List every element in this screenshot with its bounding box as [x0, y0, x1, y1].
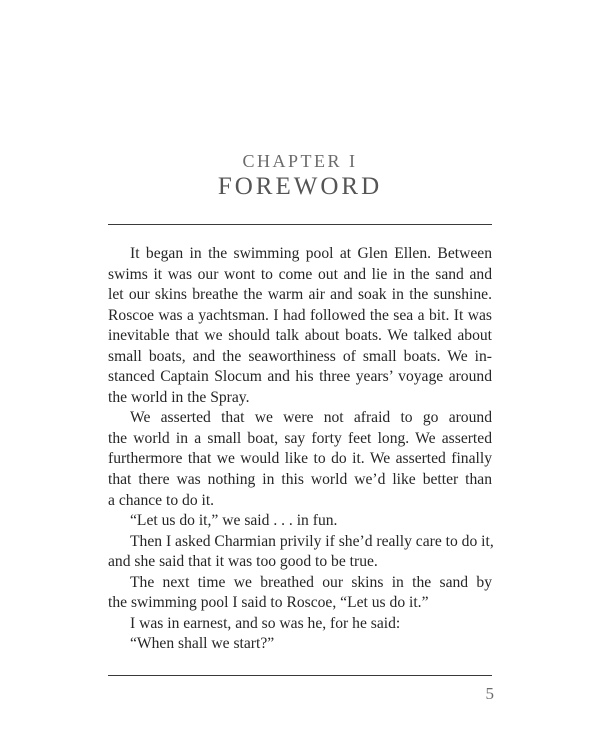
text-line: stanced Captain Slocum and his three years’ voyage around — [108, 368, 492, 386]
text-line: “When shall we start?” — [130, 635, 275, 653]
text-line: We asserted that we were not afraid to go around — [130, 409, 492, 427]
text-line: the world in the Spray. — [108, 388, 250, 406]
page-number: 5 — [485, 684, 494, 703]
text-line: “Let us do it,” we said . . . in fun. — [130, 512, 338, 530]
chapter-title: FOREWORD — [217, 173, 383, 200]
text-line: swims it was our wont to come out and lie in the sand and — [108, 265, 492, 283]
text-line: small boats, and the seaworthiness of small boats. We in- — [108, 347, 492, 365]
bottom-divider — [108, 675, 492, 676]
text-line: Then I asked Charmian privily if she’d really care to do it, — [130, 532, 494, 550]
text-line: and she said that it was too good to be true. — [108, 553, 378, 571]
body-text — [108, 244, 492, 655]
text-line: the swimming pool I said to Roscoe, “Let us do it.” — [108, 594, 429, 612]
text-line: that there was nothing in this world we’d like better than — [108, 471, 492, 489]
text-line: The next time we breathed our skins in the sand by — [130, 573, 492, 591]
text-line: Roscoe was a yachtsman. I had followed the sea a bit. It was — [108, 306, 492, 324]
text-line: let our skins breathe the warm air and soak in the sunshine. — [108, 286, 492, 304]
text-line: I was in earnest, and so was he, for he said: — [130, 614, 401, 632]
text-line: furthermore that we would like to do it. We asserted finally — [108, 450, 492, 468]
chapter-label: CHAPTER I — [242, 151, 358, 171]
top-divider — [108, 224, 492, 225]
text-line: the world in a small boat, say forty feet long. We asserted — [108, 429, 492, 447]
text-line: inevitable that we should talk about boats. We talked about — [108, 327, 492, 345]
text-line: a chance to do it. — [108, 491, 215, 509]
text-line: It began in the swimming pool at Glen Ellen. Between — [130, 245, 492, 262]
